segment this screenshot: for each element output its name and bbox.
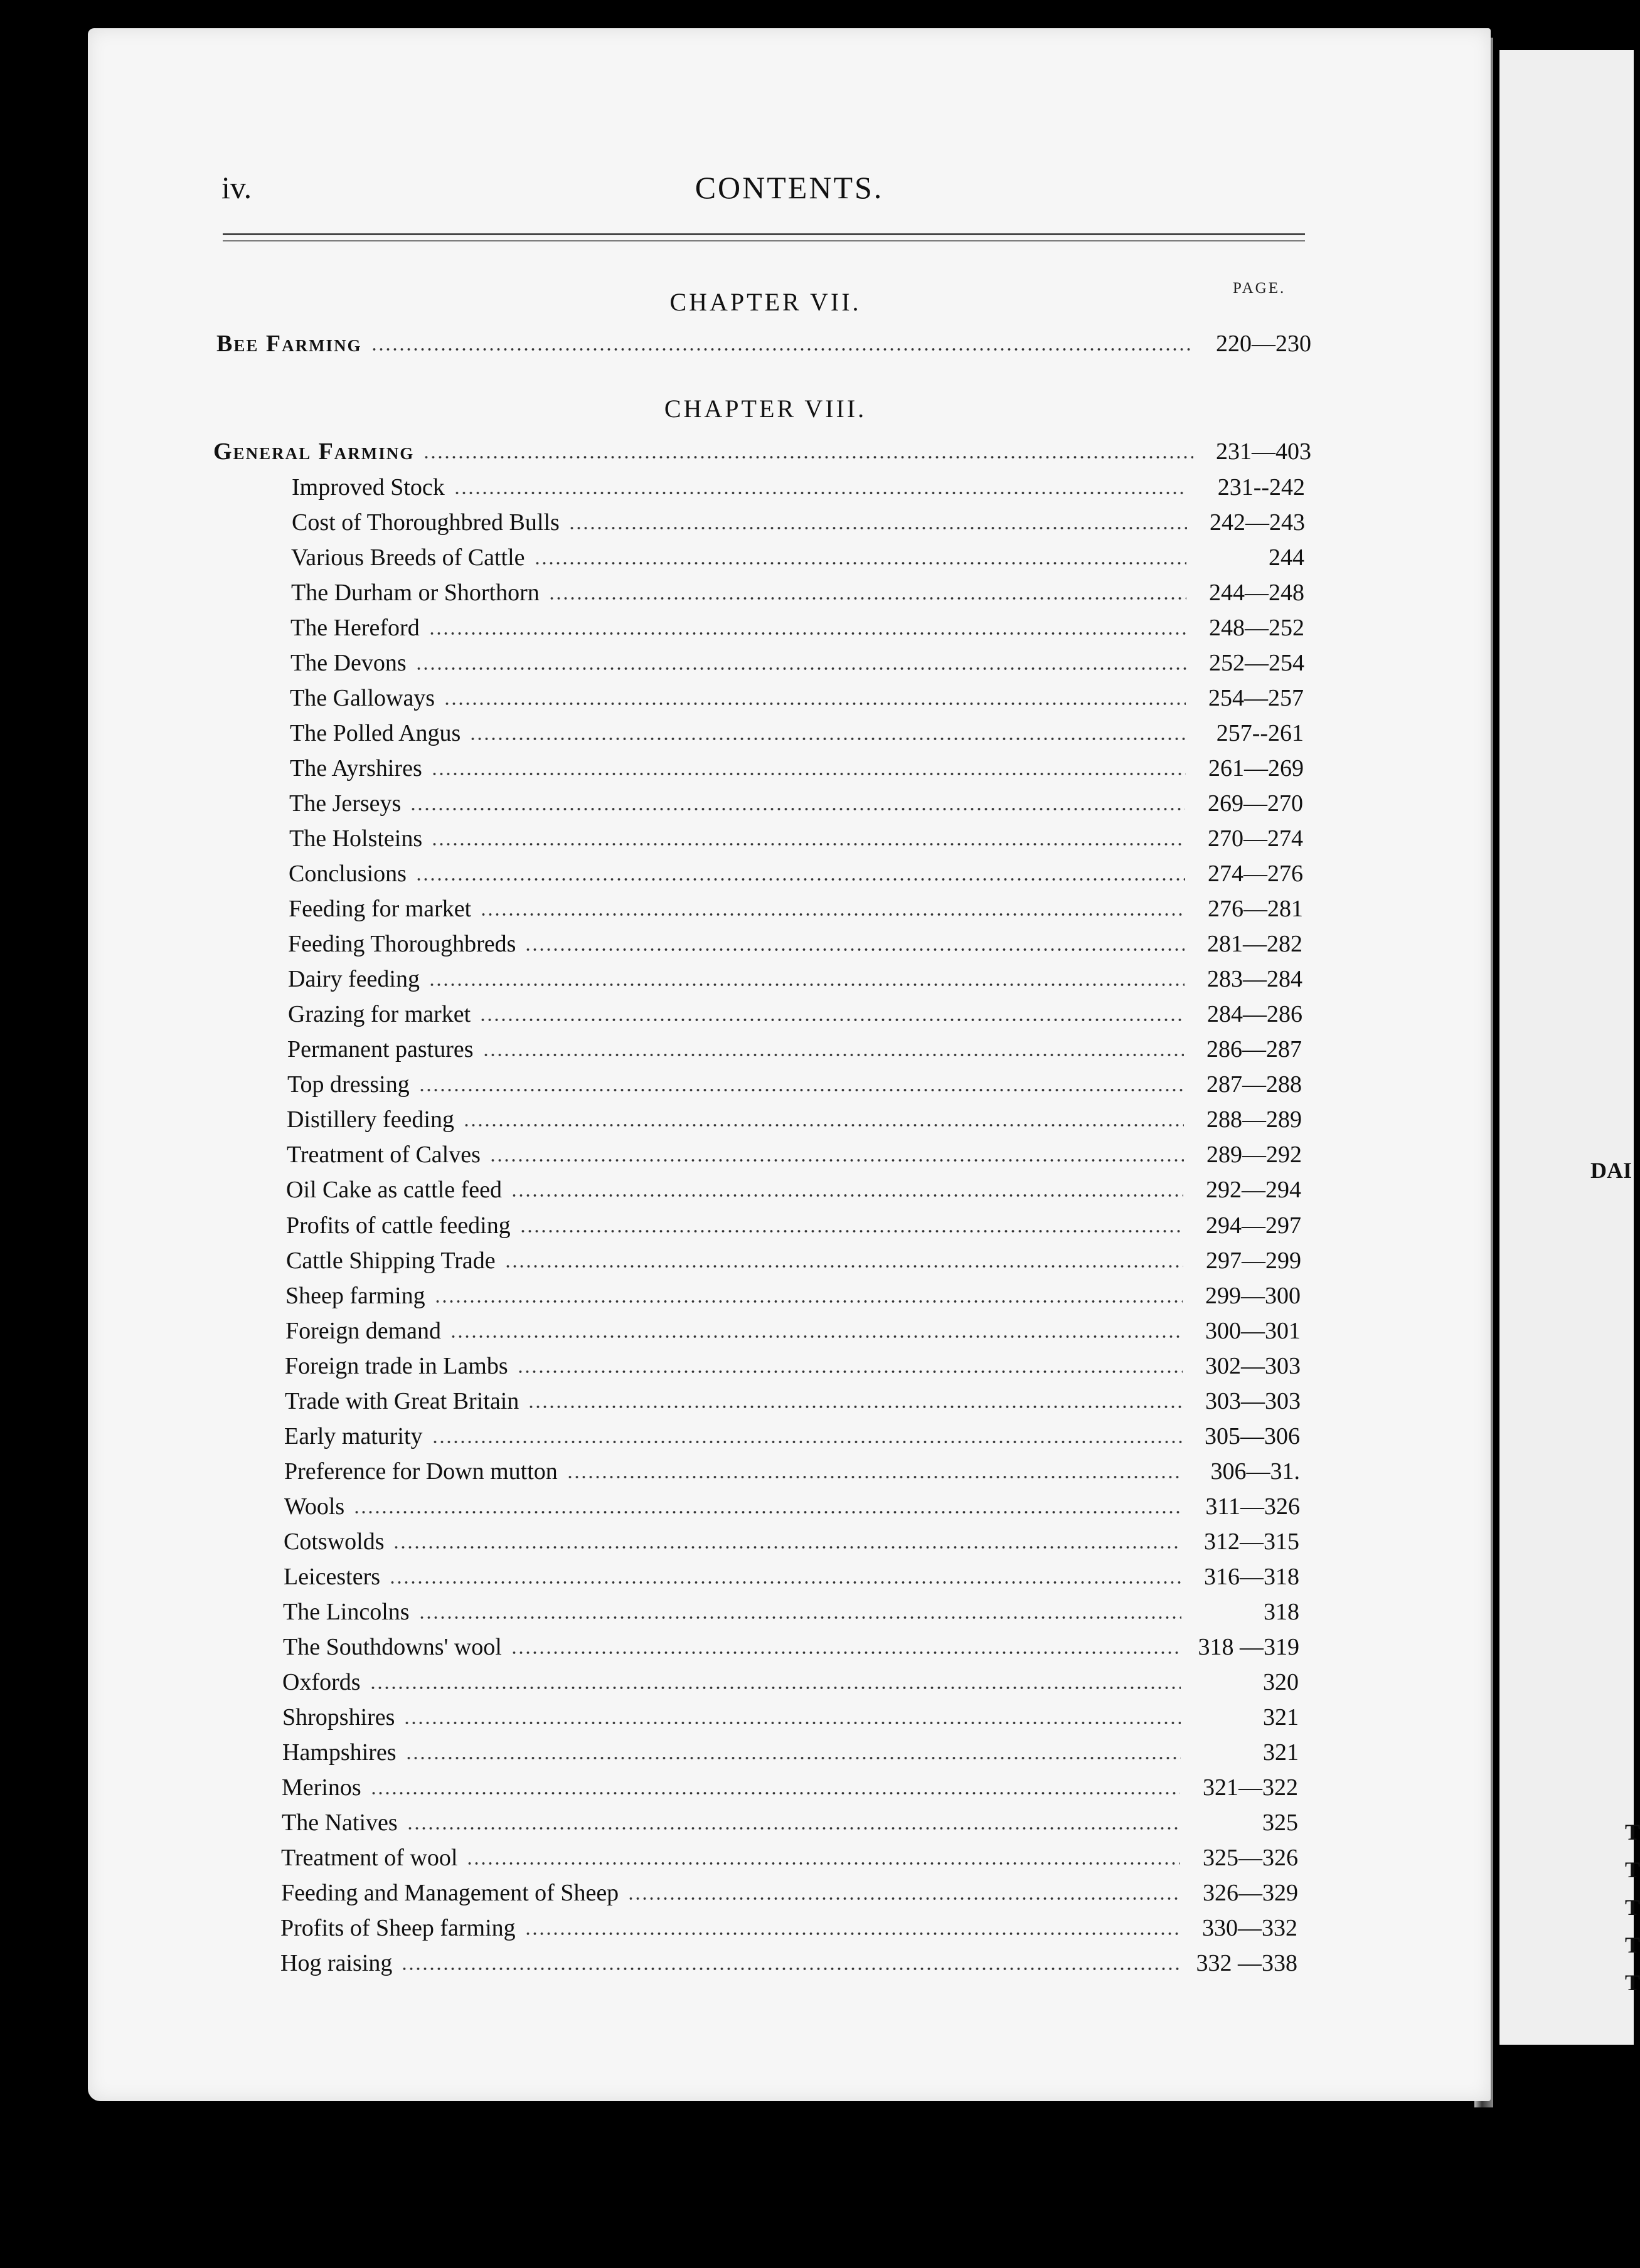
entry-title: Cattle Shipping Trade	[286, 1248, 496, 1274]
entry-pages: 299—300	[1205, 1283, 1301, 1309]
dot-leader	[405, 1754, 1181, 1760]
toc-entry	[288, 963, 1302, 995]
entry-title: Hog raising	[280, 1950, 393, 1976]
entry-title: Feeding and Management of Sheep	[281, 1880, 619, 1906]
entry-title: The Ayrshires	[290, 755, 422, 782]
toc-entry	[292, 472, 1305, 503]
entry-pages: 325	[1262, 1810, 1298, 1836]
entry-title: The Southdowns' wool	[283, 1634, 502, 1660]
entry-title: Foreign trade in Lambs	[285, 1353, 508, 1379]
entry-title: Conclusions	[289, 861, 407, 887]
entry-title: Feeding for market	[289, 896, 472, 922]
entry-pages: 300—301	[1205, 1318, 1301, 1344]
dot-leader	[479, 1015, 1185, 1022]
toc-entry	[285, 1315, 1301, 1347]
dot-leader	[489, 1156, 1184, 1162]
toc-entry	[289, 893, 1303, 925]
dot-leader	[371, 345, 1193, 351]
toc-entry	[284, 1456, 1300, 1487]
entry-title: The Durham or Shorthorn	[291, 580, 540, 606]
entry-pages: 312—315	[1204, 1529, 1299, 1555]
dot-leader	[548, 594, 1186, 600]
dot-leader	[389, 1578, 1181, 1584]
entry-pages: 289—292	[1206, 1142, 1302, 1168]
entry-pages: 274—276	[1208, 861, 1303, 887]
entry-title: The Polled Angus	[290, 720, 461, 746]
entry-pages: 330—332	[1202, 1915, 1297, 1941]
facing-page-fragment: DAI	[1590, 1158, 1632, 1183]
dot-leader	[403, 1719, 1181, 1725]
toc-entry	[282, 1702, 1299, 1733]
entry-pages: 254—257	[1208, 685, 1304, 711]
entry-pages: 332 —338	[1196, 1950, 1297, 1976]
dot-leader	[410, 805, 1185, 811]
entry-title: The Hereford	[290, 615, 420, 641]
entry-title: Various Breeds of Cattle	[291, 544, 525, 571]
entry-pages: 320	[1263, 1669, 1299, 1695]
entry-pages: 270—274	[1208, 825, 1303, 852]
entry-title: Merinos	[282, 1774, 361, 1801]
entry-pages: 303—303	[1205, 1388, 1301, 1414]
entry-pages: 325—326	[1203, 1845, 1298, 1871]
facing-page-fragment: T	[1625, 1820, 1640, 1845]
entry-title: The Galloways	[290, 685, 435, 711]
toc-entry	[284, 1491, 1300, 1522]
toc-entry	[284, 1526, 1299, 1557]
toc-entry	[287, 1104, 1302, 1135]
dot-leader	[463, 1121, 1184, 1127]
toc-entry	[288, 928, 1302, 960]
dot-leader	[415, 875, 1185, 881]
toc-entry	[289, 858, 1303, 889]
toc-entry	[289, 788, 1303, 819]
dot-leader	[567, 1473, 1182, 1479]
dot-leader	[482, 1051, 1184, 1057]
toc-entry	[290, 612, 1304, 644]
entry-title: Hampshires	[282, 1739, 397, 1766]
toc-entry	[287, 1034, 1302, 1065]
entry-title: Profits of cattle feeding	[286, 1212, 511, 1239]
page-column-label: PAGE.	[1233, 280, 1286, 297]
entry-pages: 231—403	[1216, 438, 1311, 465]
page-number: iv.	[221, 170, 252, 205]
entry-pages: 321—322	[1203, 1774, 1298, 1801]
entry-title: Distillery feeding	[287, 1106, 454, 1133]
dot-leader	[429, 629, 1186, 635]
dot-leader	[469, 734, 1186, 741]
toc-entry	[285, 1280, 1301, 1312]
entry-pages: 283—284	[1207, 966, 1302, 992]
entry-title: Bee Farming	[216, 331, 362, 357]
entry-pages: 305—306	[1205, 1423, 1300, 1449]
entry-title: Top dressing	[287, 1071, 410, 1098]
dot-leader	[418, 1613, 1181, 1619]
entry-title: Preference for Down mutton	[284, 1458, 558, 1485]
entry-title: Oil Cake as cattle feed	[286, 1177, 502, 1203]
dot-leader	[407, 1824, 1180, 1830]
dot-leader	[370, 1683, 1181, 1690]
dot-leader	[504, 1262, 1183, 1268]
entry-pages: 284—286	[1207, 1001, 1302, 1027]
entry-pages: 276—281	[1208, 896, 1303, 922]
dot-leader	[431, 840, 1185, 846]
entry-title: Cotswolds	[284, 1529, 385, 1555]
dot-leader	[370, 1789, 1180, 1795]
entry-title: The Holsteins	[289, 825, 423, 852]
toc-entry	[281, 1877, 1298, 1909]
entry-title: The Jerseys	[289, 790, 402, 817]
entry-title: Early maturity	[284, 1423, 423, 1449]
facing-page-fragment: T	[1625, 1932, 1640, 1958]
dot-leader	[415, 664, 1186, 670]
entry-pages: 292—294	[1206, 1177, 1301, 1203]
toc-entry	[282, 1772, 1298, 1803]
entry-pages: 318 —319	[1198, 1634, 1299, 1660]
entry-pages: 286—287	[1206, 1036, 1302, 1062]
toc-entry	[290, 753, 1304, 784]
toc-entry	[286, 1210, 1301, 1241]
toc-entry	[292, 507, 1305, 538]
toc-entry	[280, 1947, 1297, 1979]
dot-leader	[401, 1964, 1179, 1971]
entry-pages: 326—329	[1203, 1880, 1298, 1906]
dot-leader	[418, 1086, 1184, 1092]
entry-pages: 252—254	[1209, 650, 1304, 676]
entry-title: Grazing for market	[288, 1001, 471, 1027]
entry-pages: 316—318	[1204, 1564, 1299, 1590]
dot-leader	[444, 699, 1186, 706]
toc-entry	[285, 1350, 1301, 1382]
dot-leader	[423, 453, 1193, 459]
dot-leader	[466, 1859, 1180, 1865]
entry-pages: 281—282	[1207, 931, 1302, 957]
entry-pages: 306—31.	[1210, 1458, 1300, 1485]
entry-pages: 242—243	[1210, 509, 1305, 536]
entry-title: General Farming	[213, 438, 415, 465]
toc-entry	[289, 823, 1303, 854]
entry-title: Dairy feeding	[288, 966, 420, 992]
entry-pages: 302—303	[1205, 1353, 1301, 1379]
entry-title: Feeding Thoroughbreds	[288, 931, 516, 957]
dot-leader	[434, 1297, 1183, 1303]
dot-leader	[431, 770, 1186, 776]
header-rule	[223, 233, 1305, 235]
facing-page	[1499, 50, 1640, 2045]
toc-entry	[283, 1631, 1299, 1663]
toc-entry	[286, 1174, 1301, 1206]
facing-page-fragment: T	[1625, 1857, 1640, 1882]
entry-title: Wools	[284, 1493, 345, 1520]
entry-pages: 318	[1264, 1599, 1299, 1625]
dot-leader	[454, 489, 1187, 495]
dot-leader	[511, 1648, 1181, 1655]
entry-title: Oxfords	[282, 1669, 361, 1695]
toc-entry	[287, 1069, 1302, 1100]
dot-leader	[450, 1332, 1183, 1338]
dot-leader	[519, 1227, 1183, 1233]
dot-leader	[393, 1543, 1181, 1549]
toc-entry	[284, 1561, 1299, 1592]
entry-title: The Devons	[290, 650, 407, 676]
entry-pages: 294—297	[1206, 1212, 1301, 1239]
entry-pages: 261—269	[1208, 755, 1304, 782]
facing-page-fragment: T	[1625, 1895, 1640, 1920]
dot-leader	[432, 1438, 1182, 1444]
toc-entry	[287, 1139, 1302, 1170]
dot-leader	[517, 1367, 1183, 1374]
entry-title: Trade with Great Britain	[285, 1388, 519, 1414]
entry-pages: 297—299	[1206, 1248, 1301, 1274]
entry-title: The Lincolns	[283, 1599, 410, 1625]
entry-pages: 288—289	[1206, 1106, 1302, 1133]
entry-pages: 269—270	[1208, 790, 1303, 817]
entry-pages: 257--261	[1216, 720, 1304, 746]
entry-pages: 244	[1269, 544, 1304, 571]
entry-pages: 287—288	[1206, 1071, 1302, 1098]
running-title: CONTENTS.	[695, 170, 884, 205]
entry-title: Permanent pastures	[287, 1036, 474, 1062]
toc-entry	[291, 542, 1304, 573]
header-rule-thin	[223, 240, 1305, 241]
entry-title: Treatment of wool	[281, 1845, 458, 1871]
entry-pages: 231--242	[1217, 474, 1305, 501]
toc-entry	[285, 1386, 1301, 1417]
entry-title: Leicesters	[284, 1564, 381, 1590]
entry-title: Treatment of Calves	[287, 1142, 481, 1168]
chapter-heading: CHAPTER VIII.	[664, 395, 867, 423]
toc-entry	[290, 647, 1304, 679]
toc-entry	[286, 1245, 1301, 1276]
toc-entry	[213, 436, 1311, 467]
toc-entry	[282, 1667, 1299, 1698]
dot-leader	[534, 559, 1186, 565]
entry-title: Improved Stock	[292, 474, 445, 501]
toc-entry	[290, 682, 1304, 714]
toc-entry	[280, 1912, 1297, 1944]
entry-pages: 311—326	[1205, 1493, 1300, 1520]
toc-entry	[284, 1421, 1300, 1452]
chapter-heading: CHAPTER VII.	[669, 288, 861, 316]
toc-entry	[282, 1807, 1298, 1838]
entry-title: Profits of Sheep farming	[280, 1915, 516, 1941]
dot-leader	[524, 1929, 1179, 1936]
dot-leader	[627, 1894, 1180, 1900]
toc-entry	[291, 577, 1304, 608]
toc-entry	[290, 718, 1304, 749]
toc-entry	[282, 1737, 1299, 1768]
entry-pages: 220—230	[1216, 331, 1311, 357]
facing-page-fragment: T	[1625, 1970, 1640, 1995]
dot-leader	[511, 1191, 1183, 1197]
entry-title: Shropshires	[282, 1704, 395, 1730]
dot-leader	[429, 980, 1185, 987]
toc-entry	[216, 328, 1311, 359]
dot-leader	[353, 1508, 1182, 1514]
entry-title: Cost of Thoroughbred Bulls	[292, 509, 560, 536]
entry-title: The Natives	[282, 1810, 398, 1836]
entry-title: Sheep farming	[285, 1283, 425, 1309]
entry-title: Foreign demand	[285, 1318, 442, 1344]
entry-pages: 248—252	[1209, 615, 1304, 641]
entry-pages: 321	[1263, 1704, 1299, 1730]
entry-pages: 244—248	[1209, 580, 1304, 606]
dot-leader	[528, 1402, 1183, 1409]
dot-leader	[568, 524, 1187, 530]
dot-leader	[524, 945, 1185, 951]
toc-entry	[283, 1596, 1299, 1628]
dot-leader	[480, 910, 1185, 916]
toc-entry	[288, 999, 1302, 1030]
entry-pages: 321	[1263, 1739, 1299, 1766]
toc-entry	[281, 1842, 1298, 1873]
